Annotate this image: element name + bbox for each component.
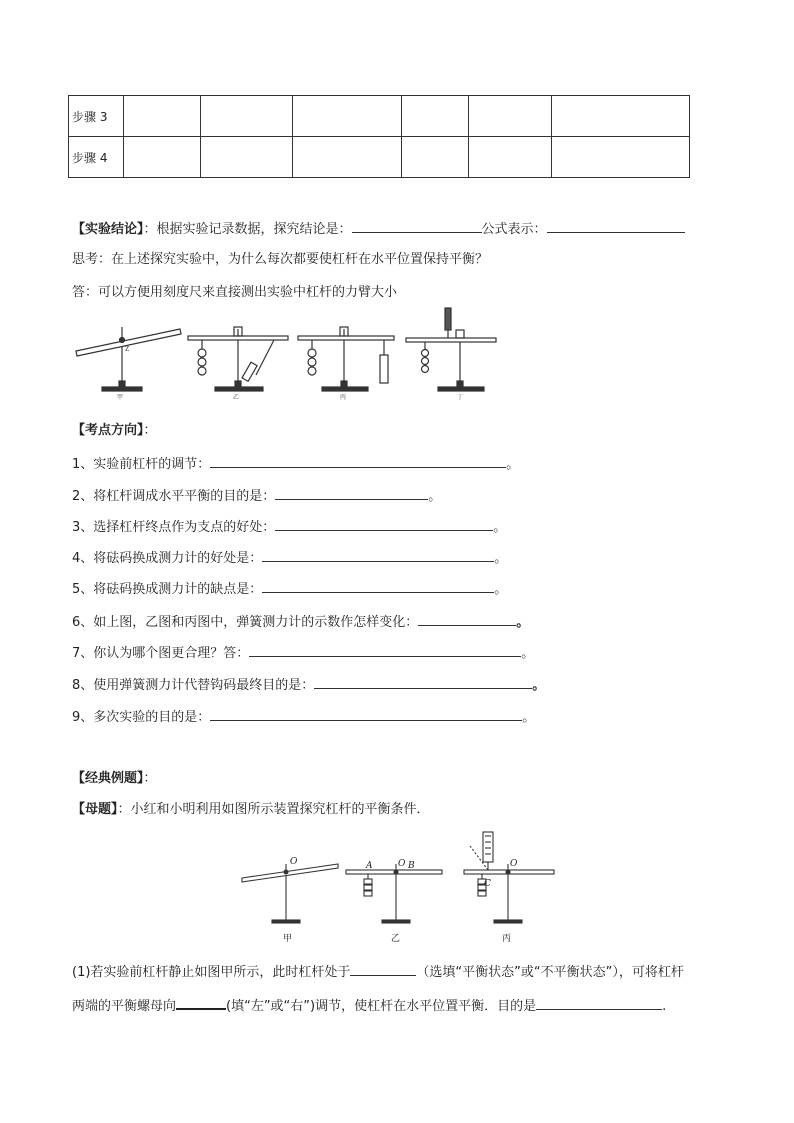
classic-colon: ： [143, 771, 157, 786]
answer-blank [418, 613, 516, 626]
fig2-letter-a: A [366, 861, 373, 871]
table-cell [201, 137, 293, 178]
lever2-setup-bing [464, 832, 554, 923]
table-cell [469, 96, 552, 137]
row-label: 步骤 4 [69, 137, 124, 178]
fig2-letter-b: B [408, 861, 415, 871]
fig2-label-yi: 乙 [391, 934, 401, 944]
period: 。 [493, 520, 507, 535]
lever-setup-yi [188, 327, 288, 391]
fig1-label-jia: 甲 [117, 394, 124, 401]
answer-blank [275, 487, 428, 500]
exam-item-text: 6、如上图，乙图和丙图中，弹簧测力计的示数作怎样变化： [72, 615, 419, 630]
answer-blank [210, 455, 506, 468]
period: 。 [428, 489, 442, 504]
period: 。 [494, 551, 508, 566]
table-cell [293, 96, 402, 137]
exam-colon: ： [143, 423, 157, 438]
exam-item [72, 547, 507, 566]
period: 。 [494, 582, 508, 597]
answer-blank [350, 963, 416, 976]
table-cell [402, 137, 469, 178]
question1-text: (1)若实验前杠杆静止如图甲所示，此时杠杆处于 [72, 965, 351, 980]
formula-label: 公式表示： [481, 222, 547, 237]
row-label: 步骤 3 [69, 96, 124, 137]
lever-setup-bing [298, 327, 394, 391]
table-cell [402, 96, 469, 137]
answer-blank [262, 549, 494, 562]
think-answer: 答：可以方便用刻度尺来直接测出实验中杠杆的力臂大小 [72, 285, 398, 300]
table-cell [293, 137, 402, 178]
lever2-setup-yi [346, 864, 442, 923]
period: 。 [522, 710, 536, 725]
exam-item-text: 7、你认为哪个图更合理？答： [72, 646, 250, 661]
question1-text: （选填“平衡状态”或“不平衡状态”），可将杠杆 [416, 965, 684, 980]
answer-blank [249, 644, 521, 657]
answer-blank [275, 518, 493, 531]
fig2-letter-c: C [484, 879, 491, 889]
fig1-label-yi: 乙 [233, 394, 240, 401]
exam-item-text: 9、多次实验的目的是： [72, 710, 211, 725]
table-cell [201, 96, 293, 137]
conclusion-line [72, 218, 685, 237]
formula-blank [547, 220, 685, 233]
exam-item [72, 642, 534, 661]
conclusion-heading: 【实验结论】 [72, 222, 144, 237]
mother-problem-line [72, 798, 430, 817]
answer-blank [262, 580, 494, 593]
period: 。 [532, 678, 546, 693]
exam-item [72, 578, 507, 597]
mother-text: ：小红和小明利用如图所示装置探究杠杆的平衡条件． [117, 802, 430, 817]
table-cell [552, 96, 690, 137]
lever2-setup-jia [242, 864, 338, 923]
fig2-label-jia: 甲 [283, 934, 293, 944]
question1-line1 [72, 961, 684, 980]
question1-text: 两端的平衡螺母向 [72, 999, 177, 1014]
table-cell [469, 137, 552, 178]
fig1-label-bing: 丙 [340, 394, 347, 401]
table-cell [552, 137, 690, 178]
fig2-letter-o: O [290, 857, 298, 867]
table-row [69, 96, 690, 137]
fig1-label-ding: 丁 [457, 394, 464, 401]
lever-setup-jia [76, 327, 181, 391]
period: 。 [506, 457, 520, 472]
table-row [69, 137, 690, 178]
conclusion-blank [352, 220, 482, 233]
period: 。 [516, 615, 530, 630]
exam-item [72, 485, 441, 504]
mother-heading: 【母题】 [72, 802, 118, 817]
exam-item-text: 3、选择杠杆终点作为支点的好处： [72, 520, 276, 535]
exam-heading: 【考点方向】 [72, 423, 144, 438]
think-question: 思考：在上述探究实验中，为什么每次都要使杠杆在水平位置保持平衡？ [72, 252, 489, 267]
table-cell [124, 137, 201, 178]
answer-blank [210, 708, 522, 721]
lever-figure-1 [70, 305, 500, 405]
period: 。 [521, 646, 535, 661]
conclusion-text: ：根据实验记录数据，探究结论是： [143, 222, 352, 237]
exam-item-text: 8、使用弹簧测力计代替钩码最终目的是： [72, 678, 315, 693]
classic-heading-line [72, 767, 157, 786]
exam-item-text: 5、将砝码换成测力计的缺点是： [72, 582, 263, 597]
fig2-label-bing: 丙 [502, 934, 512, 944]
question1-line2 [72, 995, 666, 1014]
table-cell [124, 96, 201, 137]
data-table [68, 95, 690, 178]
fig2-letter-o2: O [398, 859, 406, 869]
exam-item [72, 453, 519, 472]
exam-item [72, 516, 506, 535]
exam-item [72, 706, 535, 725]
exam-item-text: 4、将砝码换成测力计的好处是： [72, 551, 263, 566]
exam-heading-line [72, 419, 157, 438]
exam-item [72, 674, 545, 693]
svg-text:Z: Z [125, 346, 130, 353]
exam-item [72, 611, 529, 630]
answer-blank [176, 996, 226, 1010]
question1-text: (填“左”或“右”)调节，使杠杆在水平位置平衡．目的是 [226, 999, 537, 1014]
answer-blank [536, 997, 662, 1010]
classic-heading: 【经典例题】 [72, 771, 144, 786]
lever-figure-2 [238, 826, 558, 946]
fig2-letter-o3: O [510, 859, 518, 869]
exam-item-text: 2、将杠杆调成水平平衡的目的是： [72, 489, 276, 504]
exam-item-text: 1、实验前杠杆的调节： [72, 457, 211, 472]
answer-blank [314, 676, 532, 689]
period: . [662, 999, 667, 1014]
lever-setup-ding [406, 308, 496, 391]
